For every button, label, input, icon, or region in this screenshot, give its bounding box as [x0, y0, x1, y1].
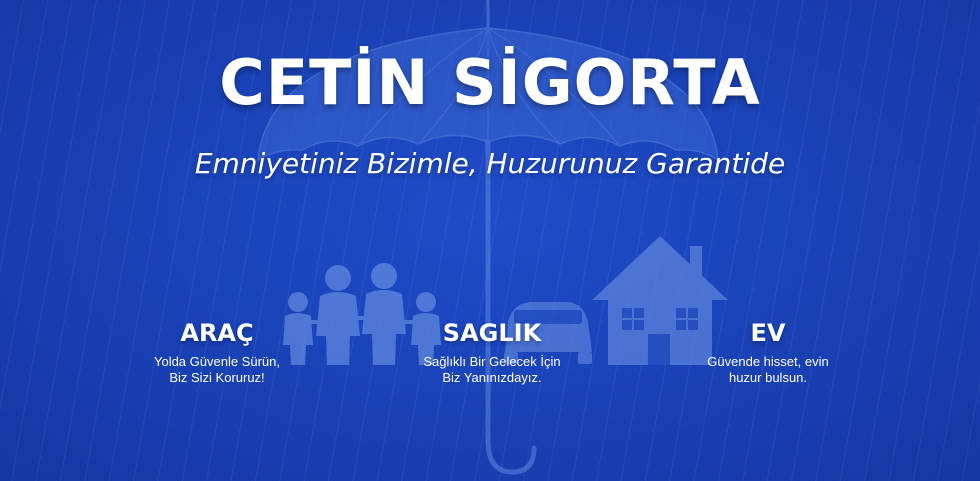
service-description-line: Yolda Güvenle Sürün,	[153, 354, 280, 369]
brand-title: CETİN SİGORTA	[219, 46, 761, 119]
service-saglik	[372, 318, 612, 386]
service-description-line: Biz Sizi Koruruz!	[169, 370, 265, 385]
service-description	[97, 354, 337, 386]
service-arac	[97, 318, 337, 386]
service-description-line: Biz Yanınızdayız.	[442, 370, 542, 385]
service-title: SAGLIK	[442, 319, 542, 347]
service-ev	[648, 318, 888, 386]
service-description-line: huzur bulsun.	[728, 370, 808, 385]
service-description	[372, 354, 612, 386]
service-title: EV	[750, 319, 786, 347]
service-description-line: Güvende hisset, evin	[707, 354, 829, 369]
service-description-line: Sağlıklı Bir Gelecek İçin	[423, 354, 561, 369]
service-description	[648, 354, 888, 386]
service-title: ARAÇ	[180, 319, 254, 347]
slogan: Emniyetiniz Bizimle, Huzurunuz Garantide	[194, 147, 786, 180]
